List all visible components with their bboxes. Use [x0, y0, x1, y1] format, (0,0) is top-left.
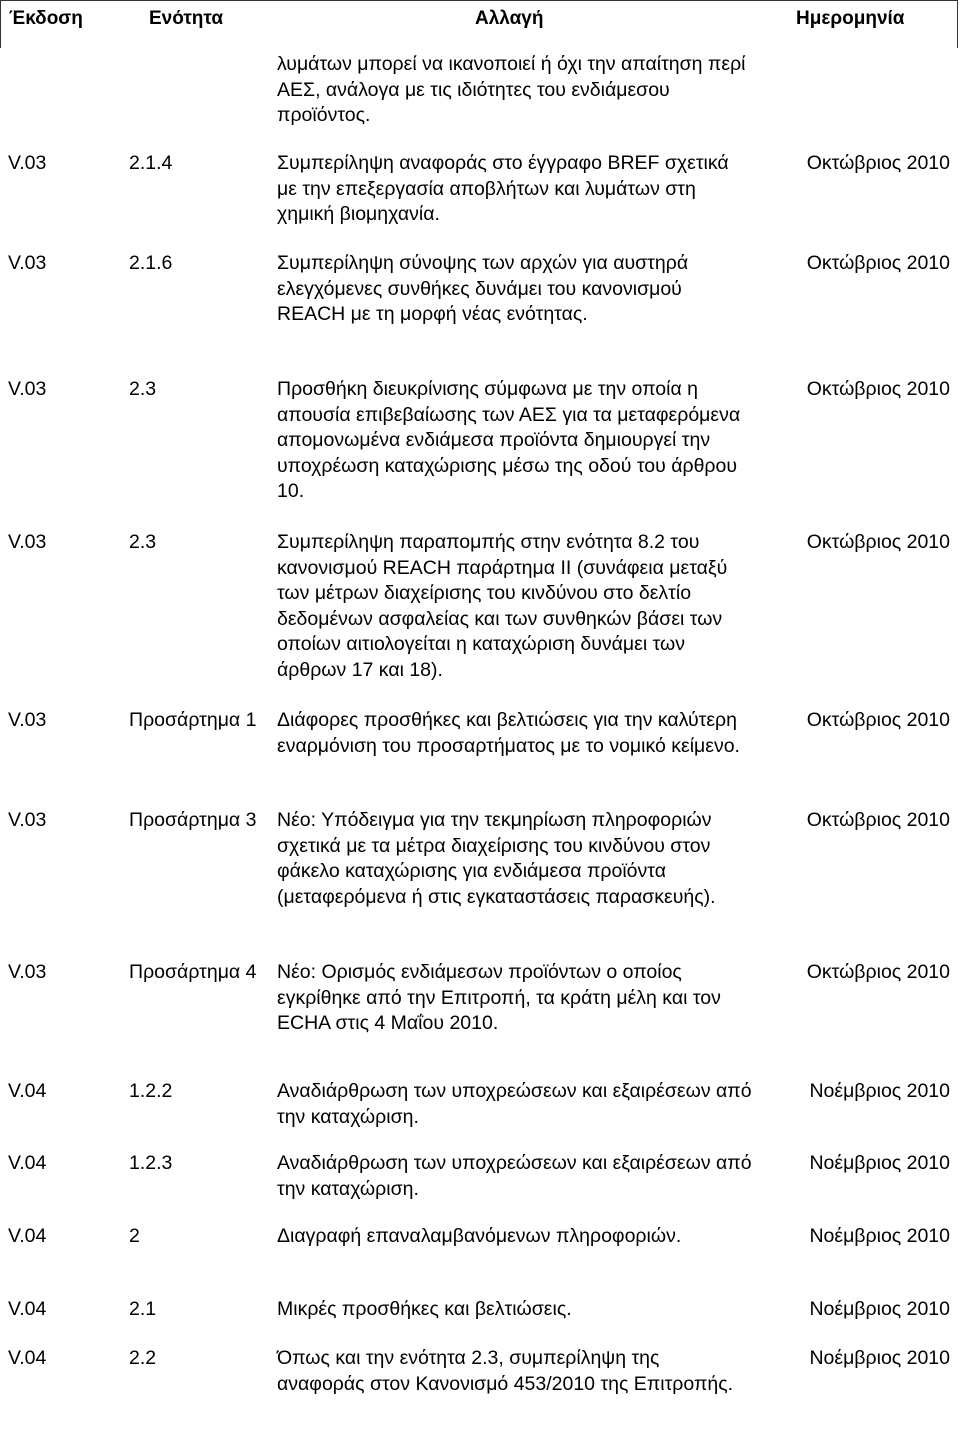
cell-change: Νέο: Ορισμός ενδιάμεσων προϊόντων ο οποίος εγκρίθηκε από την Επιτροπή, τα κράτη μέλη και τον ECHA στις 4 Μαΐου 2010.: [277, 961, 721, 1034]
cell-section: Προσάρτημα 4: [129, 961, 257, 983]
cell-section: 2: [129, 1225, 140, 1247]
cell-date: Νοέμβριος 2010: [809, 1080, 950, 1102]
cell-date: Νοέμβριος 2010: [809, 1347, 950, 1369]
cell-version: V.04: [8, 1298, 47, 1320]
header-change: Αλλαγή: [475, 8, 544, 29]
cell-version: V.04: [8, 1347, 47, 1369]
cell-version: V.04: [8, 1080, 47, 1102]
table-header: [0, 0, 958, 48]
cell-change: λυμάτων μπορεί να ικανοποιεί ή όχι την απαίτηση περί ΑΕΣ, ανάλογα με τις ιδιότητες του ενδιάμεσου προϊόντος.: [277, 53, 746, 126]
cell-change: Συμπερίληψη σύνοψης των αρχών για αυστηρά ελεγχόμενες συνθήκες δυνάμει του κανονισμού REACH με τη μορφή νέας ενότητας.: [277, 252, 689, 325]
cell-date: Νοέμβριος 2010: [809, 1152, 950, 1174]
cell-section: 1.2.3: [129, 1152, 173, 1174]
cell-change: Μικρές προσθήκες και βελτιώσεις.: [277, 1298, 572, 1320]
cell-date: Οκτώβριος 2010: [806, 961, 950, 983]
cell-change: Συμπερίληψη αναφοράς στο έγγραφο BREF σχετικά με την επεξεργασία αποβλήτων και λυμάτων στη χημική βιομηχανία.: [277, 152, 729, 225]
cell-change: Όπως και την ενότητα 2.3, συμπερίληψη της αναφοράς στον Κανονισμό 453/2010 της Επιτροπής.: [277, 1347, 734, 1395]
cell-version: V.03: [8, 709, 47, 731]
cell-change: Αναδιάρθρωση των υποχρεώσεων και εξαιρέσεων από την καταχώριση.: [277, 1152, 752, 1200]
cell-date: Νοέμβριος 2010: [809, 1225, 950, 1247]
cell-version: V.03: [8, 531, 47, 553]
cell-date: Οκτώβριος 2010: [806, 531, 950, 553]
cell-section: 2.2: [129, 1347, 157, 1369]
cell-section: 2.1.4: [129, 152, 173, 174]
cell-version: V.03: [8, 809, 47, 831]
cell-version: V.03: [8, 961, 47, 983]
cell-change: Συμπερίληψη παραπομπής στην ενότητα 8.2 του κανονισμού REACH παράρτημα II (συνάφεια μεταξύ των μέτρων διαχείρισης του κινδύνου στο δελτίο δεδομένων ασφαλείας και των συνθηκών βάσει των οποίων αιτιολογείται η καταχώριση δυνάμει των άρθρων 17 και 18).: [277, 531, 728, 681]
cell-section: 2.1: [129, 1298, 157, 1320]
cell-section: 2.3: [129, 378, 157, 400]
cell-version: V.03: [8, 252, 47, 274]
cell-date: Οκτώβριος 2010: [806, 378, 950, 400]
cell-section: 2.3: [129, 531, 157, 553]
cell-version: V.04: [8, 1225, 47, 1247]
cell-date: Οκτώβριος 2010: [806, 809, 950, 831]
cell-date: Οκτώβριος 2010: [806, 152, 950, 174]
header-version: Έκδοση: [9, 8, 83, 29]
cell-section: 1.2.2: [129, 1080, 173, 1102]
cell-change: Διάφορες προσθήκες και βελτιώσεις για την καλύτερη εναρμόνιση του προσαρτήματος με το νομικό κείμενο.: [277, 709, 740, 757]
cell-version: V.03: [8, 152, 47, 174]
cell-change: Νέο: Υπόδειγμα για την τεκμηρίωση πληροφοριών σχετικά με τα μέτρα διαχείρισης του κινδύνου στον φάκελο καταχώρισης για ενδιάμεσα προϊόντα (μεταφερόμενα ή στις εγκαταστάσεις παρασκευής).: [277, 809, 716, 908]
header-date: Ημερομηνία: [796, 8, 905, 29]
cell-version: V.03: [8, 378, 47, 400]
header-section: Ενότητα: [149, 8, 224, 29]
cell-date: Οκτώβριος 2010: [806, 252, 950, 274]
cell-date: Νοέμβριος 2010: [809, 1298, 950, 1320]
cell-version: V.04: [8, 1152, 47, 1174]
cell-section: 2.1.6: [129, 252, 173, 274]
cell-section: Προσάρτημα 1: [129, 709, 257, 731]
cell-change: Διαγραφή επαναλαμβανόμενων πληροφοριών.: [277, 1225, 682, 1247]
cell-section: Προσάρτημα 3: [129, 809, 257, 831]
cell-change: Προσθήκη διευκρίνισης σύμφωνα με την οποία η απουσία επιβεβαίωσης των ΑΕΣ για τα μεταφερόμενα απομονωμένα ενδιάμεσα προϊόντα δημιουργεί την υποχρέωση καταχώρισης μέσω της οδού του άρθρου 10.: [277, 378, 741, 502]
cell-change: Αναδιάρθρωση των υποχρεώσεων και εξαιρέσεων από την καταχώριση.: [277, 1080, 752, 1128]
cell-date: Οκτώβριος 2010: [806, 709, 950, 731]
